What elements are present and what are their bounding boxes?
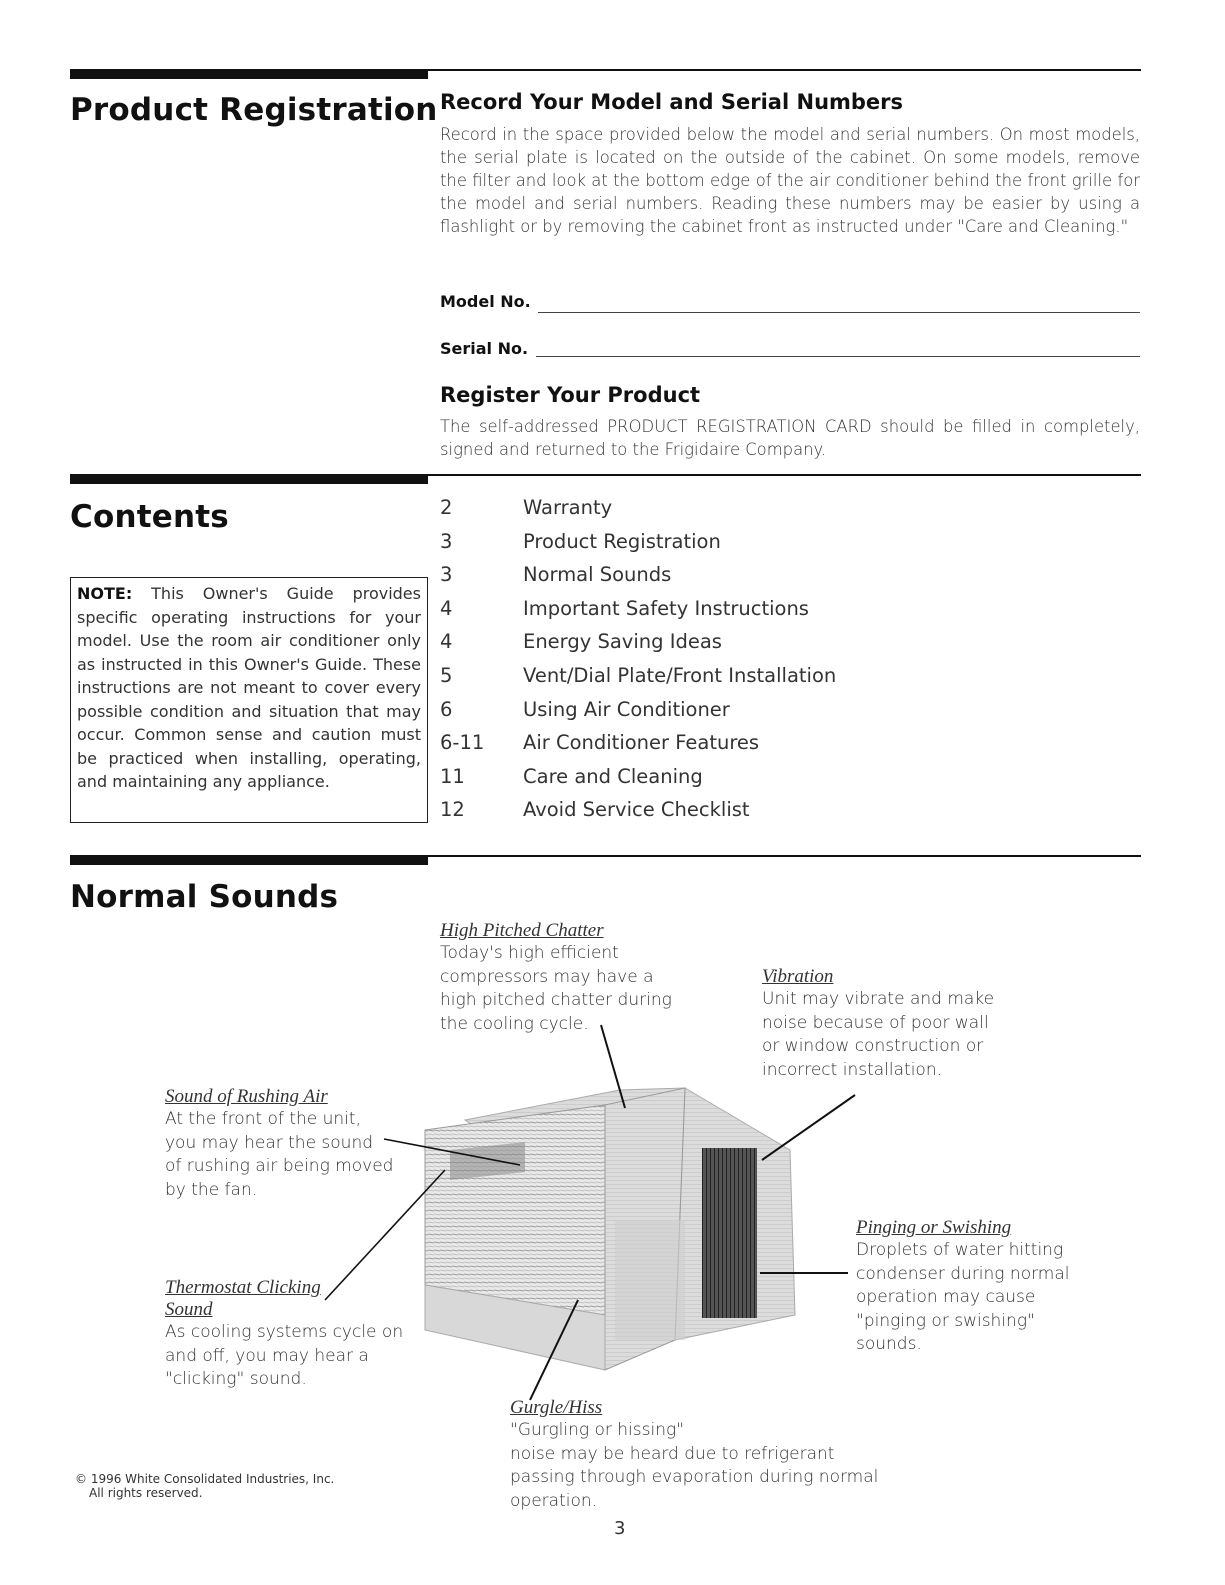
callout-line: compressors may have a	[440, 966, 654, 987]
toc-page-number: 3	[440, 563, 453, 587]
callout-line: noise because of poor wall	[762, 1012, 989, 1033]
callout-high-pitched-chatter	[440, 920, 740, 1036]
callout-rushing-air	[165, 1086, 425, 1202]
toc-entry-label: Product Registration	[523, 529, 721, 553]
callout-line: sounds.	[856, 1334, 922, 1354]
callout-line: As cooling systems cycle on	[165, 1322, 404, 1342]
callout-title: Pinging or Swishing	[856, 1217, 1012, 1238]
callout-title: Thermostat Clicking	[165, 1277, 321, 1298]
callout-thermostat-clicking	[165, 1277, 425, 1392]
callout-line: of rushing air being moved	[165, 1156, 394, 1176]
serial-number-label: Serial No.	[440, 339, 529, 358]
callout-pinging-swishing	[856, 1217, 1106, 1357]
callout-line: operation may cause	[856, 1287, 1036, 1307]
record-numbers-text: Record in the space provided below the model and serial numbers. On most models, the serial plate is located on the outside of the cabinet. On some models, remove the filter and look at the bottom edge of the air conditioner behind the front grille for the model and serial numbers. Reading these numbers may be easier by using a flashlight or by removing the cabinet front as instructed under "Care and Cleaning."	[440, 125, 1140, 236]
toc-entry-label: Avoid Service Checklist	[523, 798, 750, 822]
toc-entry-label: Important Safety Instructions	[523, 596, 809, 620]
toc-page-number: 4	[440, 630, 453, 654]
callout-line: "clicking" sound.	[165, 1369, 307, 1389]
callout-title: High Pitched Chatter	[440, 920, 604, 941]
toc-page-number: 6-11	[440, 731, 485, 755]
callout-line: condenser during normal	[856, 1263, 1070, 1284]
callout-line: high pitched chatter during	[440, 990, 672, 1010]
toc-entry-label: Normal Sounds	[523, 563, 672, 587]
callout-vibration	[762, 966, 1042, 1082]
callout-line: you may hear the sound	[165, 1132, 374, 1153]
toc-page-number: 12	[440, 798, 465, 822]
callout-line: "pinging or swishing"	[856, 1310, 1035, 1331]
callout-line: or window construction or	[762, 1036, 984, 1056]
note-label: NOTE:	[77, 584, 133, 603]
record-numbers-title: Record Your Model and Serial Numbers	[440, 90, 904, 114]
normal-sounds-heading: Normal Sounds	[70, 879, 339, 915]
toc-page-number: 4	[440, 596, 453, 620]
toc-entry-label: Care and Cleaning	[523, 764, 703, 788]
copyright-line: All rights reserved.	[89, 1486, 203, 1500]
leader-line-vibration	[762, 1095, 855, 1160]
callout-title: Gurgle/Hiss	[510, 1397, 603, 1418]
note-text: This Owner's Guide provides specific operating instructions for your model. Use the room air conditioner only as instructed in this Owner's Guide. These instructions are not meant to cover every possible condition and situation that may occur. Common sense and caution must be practiced when installing, operating, and maintaining any appliance.	[77, 584, 421, 791]
callout-title: Sound	[165, 1299, 213, 1320]
contents-heading: Contents	[70, 499, 229, 535]
callout-title: Sound of Rushing Air	[165, 1086, 328, 1107]
toc-entry-label: Air Conditioner Features	[523, 731, 760, 755]
toc-page-number: 11	[440, 764, 465, 788]
toc-entry-label: Energy Saving Ideas	[523, 630, 722, 654]
toc-page-number: 6	[440, 697, 453, 721]
callout-line: noise may be heard due to refrigerant	[510, 1443, 835, 1464]
toc-page-number: 2	[440, 496, 453, 519]
callout-line: incorrect installation.	[762, 1059, 942, 1080]
callout-line: and off, you may hear a	[165, 1345, 369, 1366]
toc-entry-label: Using Air Conditioner	[523, 697, 730, 721]
model-number-label: Model No.	[440, 292, 531, 311]
callout-line: the cooling cycle.	[440, 1013, 589, 1034]
callout-line: "Gurgling or hissing"	[510, 1420, 685, 1440]
callout-line: Droplets of water hitting	[856, 1240, 1064, 1260]
product-registration-heading: Product Registration	[70, 92, 438, 128]
toc-page-number: 5	[440, 664, 453, 687]
copyright-notice	[75, 1472, 334, 1500]
page-number: 3	[614, 1518, 626, 1539]
callout-line: Unit may vibrate and make	[762, 989, 995, 1009]
toc-page-number: 3	[440, 529, 453, 553]
toc-entry-label: Vent/Dial Plate/Front Installation	[523, 664, 837, 687]
register-product-title: Register Your Product	[440, 383, 701, 407]
toc-entry-label: Warranty	[523, 496, 613, 519]
copyright-line: © 1996 White Consolidated Industries, Inc.	[75, 1472, 335, 1486]
leader-line-high-pitched	[601, 1025, 625, 1108]
callout-line: passing through evaporation during normal	[510, 1467, 879, 1487]
leader-line-gurgle	[530, 1300, 578, 1400]
callout-title: Vibration	[762, 966, 834, 987]
callout-line: operation.	[510, 1490, 598, 1511]
callout-gurgle-hiss	[510, 1397, 930, 1513]
callout-line: At the front of the unit,	[165, 1109, 361, 1129]
register-product-text: The self-addressed PRODUCT REGISTRATION CARD should be filled in completely, signed and returned to the Frigidaire Company.	[440, 417, 1140, 459]
callout-line: by the fan.	[165, 1179, 258, 1200]
callout-line: Today's high efficient	[440, 943, 619, 963]
